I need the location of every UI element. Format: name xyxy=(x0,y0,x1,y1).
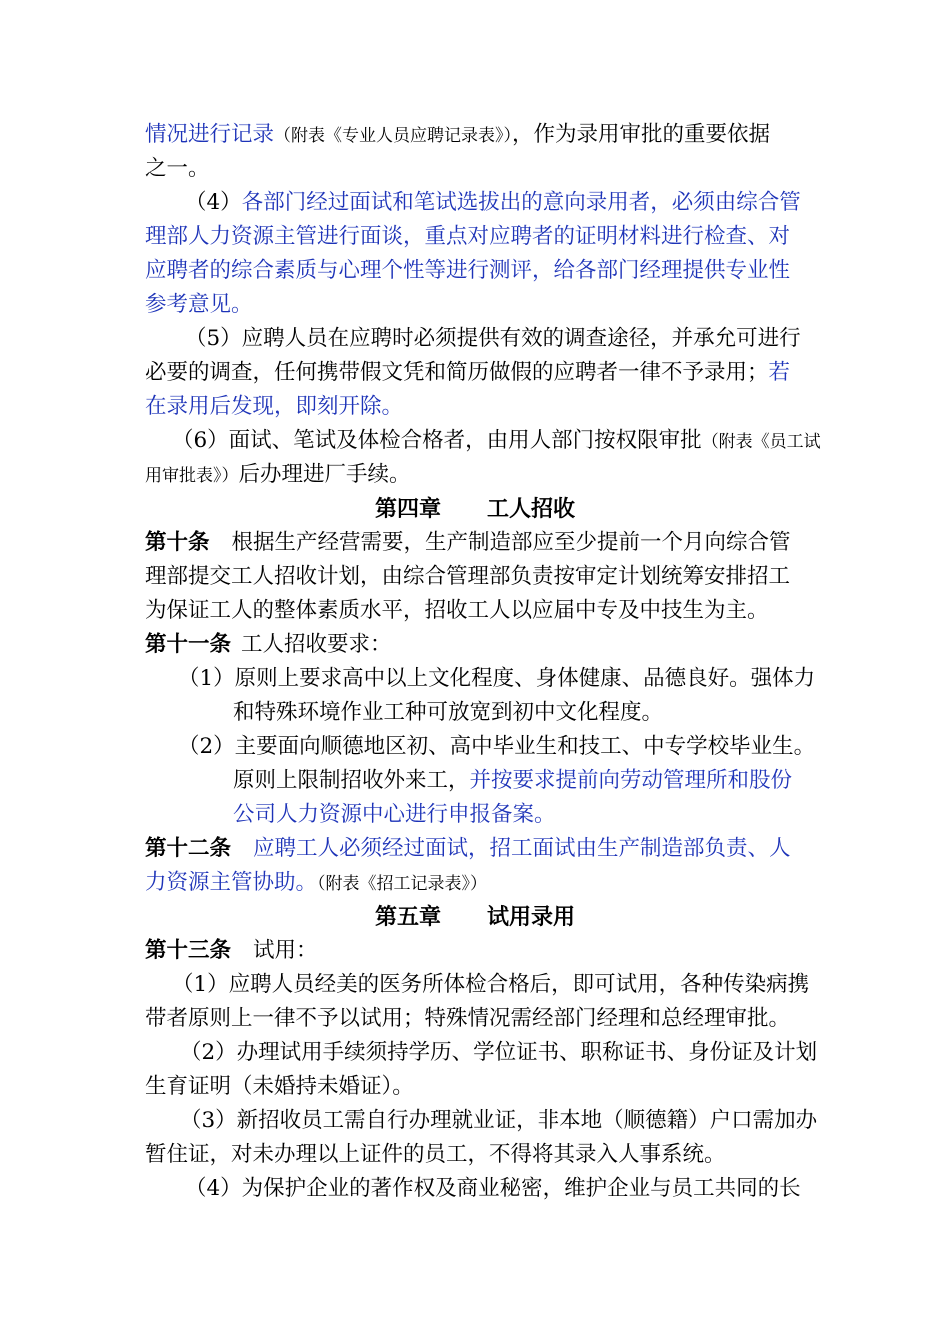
text-line xyxy=(145,630,392,660)
text-run: （附表《招工记录表》） xyxy=(317,874,488,894)
text-line: 之一。 xyxy=(145,156,210,181)
article-label: 第十三条 xyxy=(145,938,232,963)
text-run: ，作为录用审批的重要依据 xyxy=(512,122,771,147)
text-line: 理部提交工人招收计划，由综合管理部负责按审定计划统筹安排招工 xyxy=(145,564,791,589)
text-line: 公司人力资源中心进行申报备案。 xyxy=(233,802,556,827)
text-run: 试用： xyxy=(253,938,318,963)
text-run: （附表《专业人员应聘记录表》） xyxy=(274,126,513,146)
text-run: 必要的调查，任何携带假文凭和简历做假的应聘者一律不予录用； xyxy=(145,360,769,385)
text-run: 原则上限制招收外来工， xyxy=(233,768,470,793)
text-line: （2）主要面向顺德地区初、高中毕业生和技工、中专学校毕业生。 xyxy=(178,734,816,759)
text-run: 若 xyxy=(768,360,791,385)
text-line xyxy=(145,834,791,864)
article-label: 第十一条 xyxy=(145,632,232,657)
text-line: 为保证工人的整体素质水平，招收工人以应届中专及中技生为主。 xyxy=(145,598,769,623)
text-run: 应聘工人必须经过面试，招工面试由生产制造部负责、人 xyxy=(253,836,791,861)
text-run: 用审批表》） xyxy=(145,466,239,486)
text-line: 生育证明（未婚持未婚证）。 xyxy=(145,1074,414,1099)
text-run: （6）面试、笔试及体检合格者，由用人部门按权限审批 xyxy=(172,428,702,453)
text-run: 各部门经过面试和笔试选拔出的意向录用者，必须由综合管 xyxy=(241,190,801,215)
text-line: （3）新招收员工需自行办理就业证，非本地（顺德籍）户口需加办 xyxy=(180,1108,818,1133)
text-line: 和特殊环境作业工种可放宽到初中文化程度。 xyxy=(233,700,664,725)
article-label: 第十条 xyxy=(145,530,210,555)
text-line xyxy=(233,766,792,796)
text-line: 带者原则上一律不予以试用；特殊情况需经部门经理和总经理审批。 xyxy=(145,1006,791,1031)
text-run: 情况进行记录 xyxy=(145,122,275,147)
text-line xyxy=(172,426,821,457)
text-line: （4）为保护企业的著作权及商业秘密，维护企业与员工共同的长 xyxy=(185,1176,801,1201)
text-run: 力资源主管协助。 xyxy=(145,870,318,895)
text-line xyxy=(145,460,411,491)
text-line: （1）原则上要求高中以上文化程度、身体健康、品德良好。强体力 xyxy=(178,666,816,691)
text-line: 理部人力资源主管进行面谈，重点对应聘者的证明材料进行检查、对 xyxy=(145,224,791,249)
text-run: 后办理进厂手续。 xyxy=(238,462,411,487)
text-line: （2）办理试用手续须持学历、学位证书、职称证书、身份证及计划 xyxy=(180,1040,818,1065)
text-line: 应聘者的综合素质与心理个性等进行测评，给各部门经理提供专业性 xyxy=(145,258,791,283)
text-line: （1）应聘人员经美的医务所体检合格后，即可试用，各种传染病携 xyxy=(172,972,810,997)
text-run: 根据生产经营需要，生产制造部应至少提前一个月向综合管 xyxy=(231,530,791,555)
text-line xyxy=(145,120,770,151)
chapter-heading: 第四章 工人招收 xyxy=(375,496,575,522)
text-run: （4） xyxy=(185,190,242,215)
article-label: 第十二条 xyxy=(145,836,232,861)
text-line xyxy=(145,936,318,966)
text-line xyxy=(145,868,487,899)
text-line: 暂住证，对未办理以上证件的员工，不得将其录入人事系统。 xyxy=(145,1142,726,1167)
text-run: 并按要求提前向劳动管理所和股份 xyxy=(469,768,793,793)
text-run: （附表《员工试 xyxy=(701,432,821,452)
text-line: 参考意见。 xyxy=(145,292,253,317)
text-line: （5）应聘人员在应聘时必须提供有效的调查途径，并承允可进行 xyxy=(185,326,801,351)
text-line: 在录用后发现，即刻开除。 xyxy=(145,394,404,419)
text-line xyxy=(145,528,791,558)
text-line xyxy=(145,358,790,388)
text-run: 工人招收要求： xyxy=(241,632,392,657)
chapter-heading: 第五章 试用录用 xyxy=(375,904,575,930)
text-line xyxy=(185,188,801,218)
